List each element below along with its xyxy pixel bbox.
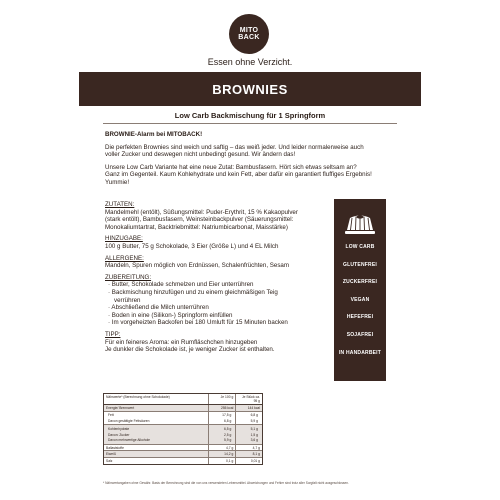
ingredients-section <box>105 201 315 231</box>
tip-line-2: Je dunkler die Schokolade ist, je weniger Zucker ist enthalten. <box>105 346 275 354</box>
row-per100-group <box>208 425 236 443</box>
preparation-section <box>105 274 315 327</box>
badge-list <box>339 245 381 368</box>
badge-sojafrei: SOJAFREI <box>346 331 374 338</box>
title-band <box>79 72 421 106</box>
row-per100: 255 kcal <box>208 405 236 411</box>
row-per100-group <box>208 412 236 425</box>
table-row <box>104 451 262 458</box>
row-per100: 17,5 g <box>222 413 232 418</box>
row-perpiece: 144 kcal <box>235 405 262 411</box>
additions-text: 100 g Butter, 75 g Schokolade, 3 Eier (Größe L) und 4 EL Milch <box>105 242 279 250</box>
row-perpiece: 8,1 g <box>235 451 262 457</box>
feature-sidebar <box>334 199 386 381</box>
preparation-step: · Im vorgeheizten Backofen bei 180 Umluft für 15 Minuten backen <box>108 319 288 327</box>
row-perpiece: 4,7 g <box>235 445 262 451</box>
row-perpiece-sub: 1,5 g <box>250 432 258 437</box>
nutrition-table <box>103 393 263 465</box>
row-label: Energie/ Brennwert <box>106 405 135 410</box>
row-perpiece: 5,1 g <box>250 426 258 431</box>
intro-paragraph-1: Die perfekten Brownies sind weich und saftig – das weiß jeder. Und leider normalerweise auch voller Zucker und deswegen nicht unbedingt gesund. Wir ändern das! <box>105 143 364 159</box>
nutrition-header <box>104 394 262 405</box>
table-row <box>104 405 262 412</box>
product-sheet <box>79 0 421 500</box>
preparation-heading: ZUBEREITUNG: <box>105 273 152 281</box>
row-perpiece-sub: 3,6 g <box>250 438 258 443</box>
logo-line-1: MITO <box>239 27 259 34</box>
row-label: Kohlenhydrate <box>108 426 130 431</box>
allergens-heading: ALLERGENE: <box>105 254 144 262</box>
badge-low-carb: LOW CARB <box>345 244 375 250</box>
row-per100-sub: 5,9 g <box>223 438 232 443</box>
row-perpiece: 6,8 g <box>250 413 258 418</box>
preparation-step: · Abschließend die Milch unterrühren <box>108 304 209 312</box>
bundt-cake-icon <box>343 209 377 237</box>
preparation-step: · Boden in eine (Silikon-) Springform einfüllen <box>108 311 233 319</box>
row-perpiece-group <box>235 425 262 443</box>
preparation-step: verrühren <box>114 296 141 304</box>
row-perpiece-group <box>235 412 262 425</box>
footnote: * Nährwertangaben ohne Gewähr. Basis der Berechnung sind die von uns verwendeten Lebensmittel. Abweichungen und Fehler sind trotz aller Sorgfalt nicht ausgeschlossen. <box>103 481 349 485</box>
row-per100: 4,7 g <box>208 445 236 451</box>
row-sublabel: Davon: Zucker <box>108 432 130 437</box>
row-perpiece-sub: 5,9 g <box>250 418 258 423</box>
row-per100-sub: 2,5 g <box>223 432 232 437</box>
nutrition-header-label: Nährwerte* (Berechnung ohne Schokolade) <box>106 395 170 399</box>
row-label: Fett <box>108 413 114 418</box>
product-title: BROWNIES <box>212 81 288 97</box>
table-row <box>104 458 262 464</box>
preparation-step: · Butter, Schokolade schmelzen und Eier unterrühren <box>108 281 254 289</box>
row-sublabel: Davon gesättigte Fettsäuren <box>108 418 150 423</box>
row-sublabel: Davon mehrwertige Alkohole <box>108 438 150 443</box>
recipe-info <box>105 201 315 358</box>
badge-handarbeit: IN HANDARBEIT <box>338 349 382 356</box>
row-label: Eiweiß <box>106 452 116 457</box>
row-label: Ballaststoffe <box>106 445 124 450</box>
nutrition-header-per100: Je 100 g <box>208 394 236 404</box>
row-label-group <box>104 412 208 425</box>
table-row <box>104 425 262 444</box>
row-perpiece: 0,01 g <box>235 458 262 464</box>
divider <box>103 123 397 124</box>
allergens-section <box>105 255 315 270</box>
additions-section <box>105 235 315 250</box>
row-per100-sub: 6,8 g <box>223 418 232 423</box>
row-per100: 14,2 g <box>208 451 236 457</box>
intro-paragraph-2: Unsere Low Carb Variante hat eine neue Zutat: Bambusfasern. Hört sich etwas seltsam an? Ganz im Gegenteil. Kaum Kohlehydrate und kein Fett, aber dafür ein garantiert fluffiges Ergebnis! Yummie! <box>105 163 372 186</box>
table-row <box>104 445 262 452</box>
intro-headline: BROWNIE-Alarm bei MITOBACK! <box>105 131 203 138</box>
ingredients-heading: ZUTATEN: <box>105 201 135 208</box>
badge-glutenfrei: GLUTENFREI <box>343 261 377 268</box>
table-row <box>104 412 262 426</box>
tip-heading: TIPP: <box>105 330 121 338</box>
nutrition-header-perpiece: Je Stück ca. 95 g <box>235 394 262 404</box>
row-per100: 6,5 g <box>223 426 232 431</box>
allergens-text: Mandeln, Spuren möglich von Erdnüssen, Schalenfrüchten, Sesam <box>105 262 290 270</box>
ingredients-text: Mandelmehl (entölt), Süßungsmittel: Puder-Erythrit, 15 % Kakaopulver (stark entölt), Bambusfasern, Weinsteinbackpulver (Säuerungsmittel: Monokaliumtartrat, Backtriebmittel: Natriumbicarbonat, Maisstärke) <box>105 208 298 231</box>
badge-vegan: VEGAN <box>350 296 370 303</box>
badge-zuckerfrei: ZUCKERFREI <box>342 279 378 286</box>
tip-line-1: Für ein feineres Aroma: ein Rumfläschchen hinzugeben <box>105 338 258 346</box>
tip-section <box>105 331 315 354</box>
badge-hefefrei: HEFEFREI <box>346 314 374 321</box>
product-subtitle: Low Carb Backmischung für 1 Springform <box>174 111 326 120</box>
preparation-step: · Backmischung hinzufügen und zu einem gleichmäßigen Teig <box>108 288 278 296</box>
row-label-group <box>104 425 208 443</box>
intro-text <box>105 131 373 192</box>
row-per100: 0,1 g <box>208 458 236 464</box>
additions-heading: HINZUGABE: <box>105 235 143 243</box>
tagline: Essen ohne Verzicht. <box>207 57 293 67</box>
logo-line-2: BACK <box>238 34 260 41</box>
row-label: Salz <box>106 458 113 463</box>
brand-logo <box>229 14 269 54</box>
